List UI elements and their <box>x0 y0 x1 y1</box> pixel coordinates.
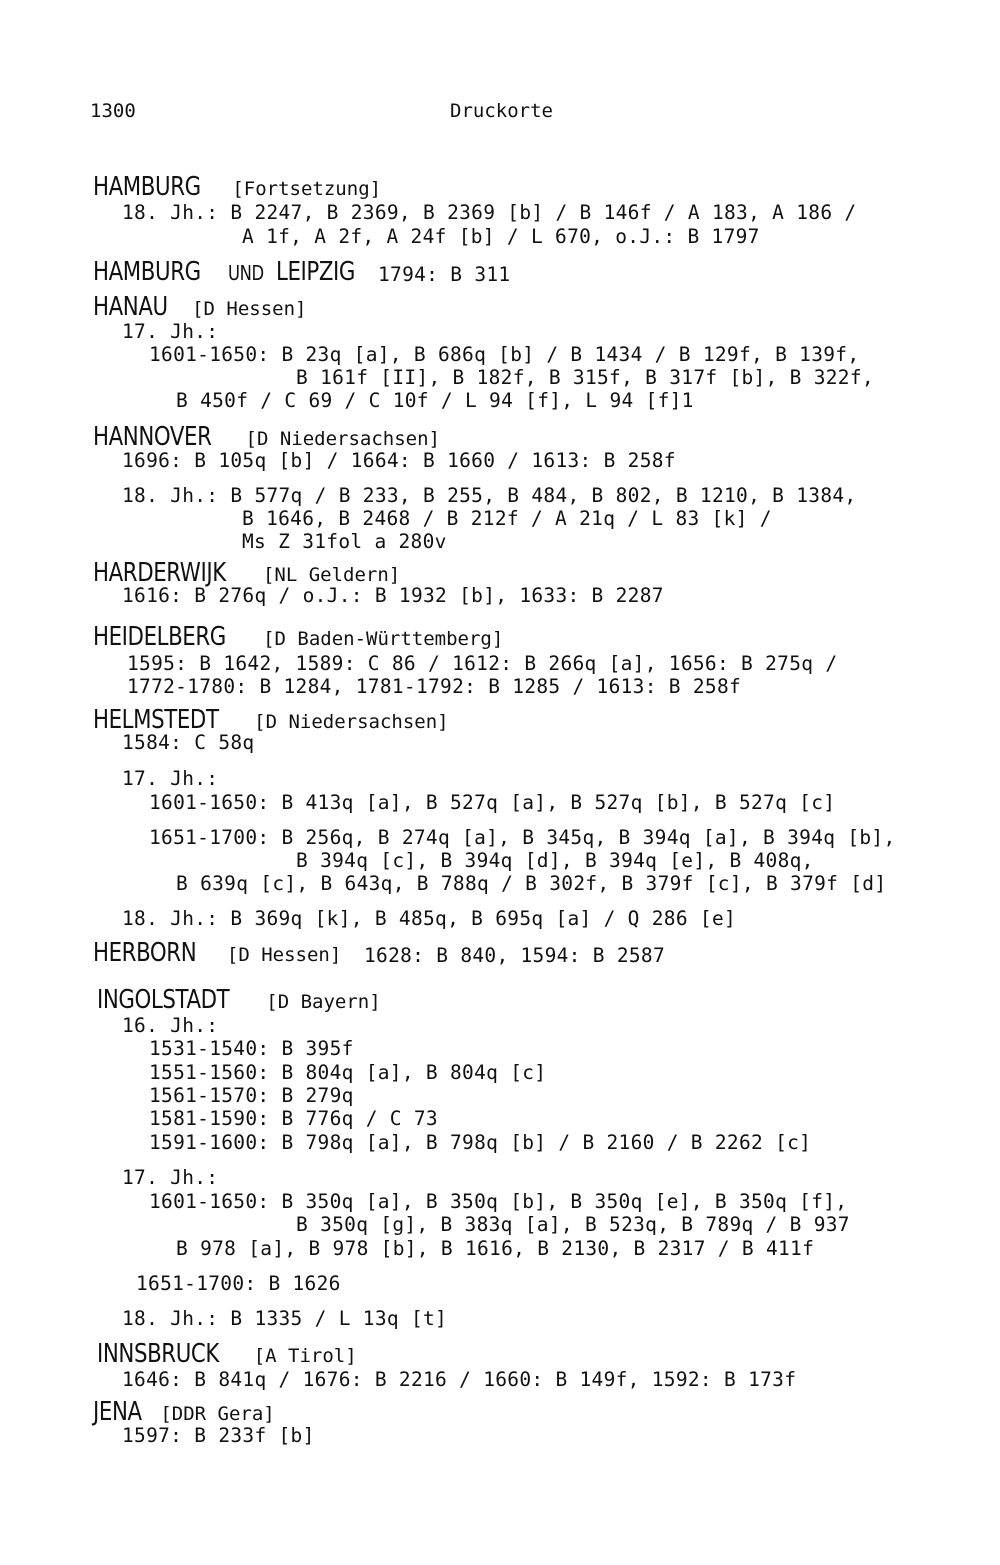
city-name: HANNOVER <box>93 422 212 452</box>
entry-line: 1551-1560: B 804q [a], B 804q [c] <box>149 1061 547 1084</box>
entry-line: 1595: B 1642, 1589: C 86 / 1612: B 266q [a], 1656: B 275q / <box>127 652 838 675</box>
entry-line: B 1646, B 2468 / B 212f / A 21q / L 83 [k] / <box>242 507 772 530</box>
entry-line: B 978 [a], B 978 [b], B 1616, B 2130, B 2317 / B 411f <box>176 1237 815 1260</box>
entry-line: 1601-1650: B 413q [a], B 527q [a], B 527q [b], B 527q [c] <box>149 791 836 814</box>
city-name: HAMBURG <box>93 172 201 202</box>
entry-line: 18. Jh.: B 369q [k], B 485q, B 695q [a] / Q 286 [e] <box>122 907 737 930</box>
entry-line: B 639q [c], B 643q, B 788q / B 302f, B 379f [c], B 379f [d] <box>176 872 887 895</box>
entry-heading <box>93 292 307 322</box>
entry-heading <box>97 985 381 1015</box>
entry-heading <box>97 1339 357 1369</box>
entry-line: B 394q [c], B 394q [d], B 394q [e], B 408q, <box>296 849 814 872</box>
city-qualifier: [D Bayern] <box>266 991 381 1013</box>
city-name: INGOLSTADT <box>97 985 230 1015</box>
city-qualifier: [Fortsetzung] <box>232 178 382 200</box>
city-name: HERBORN <box>93 938 197 968</box>
page-number: 1300 <box>90 100 136 122</box>
city-name: JENA <box>93 1397 142 1427</box>
city-name: HANAU <box>93 292 168 322</box>
entry-line: B 161f [II], B 182f, B 315f, B 317f [b], B 322f, <box>296 366 874 389</box>
entry-line: 17. Jh.: <box>122 767 219 790</box>
entry-line: 16. Jh.: <box>122 1014 219 1037</box>
city-name: HAMBURG <box>93 257 201 287</box>
city-qualifier: [DDR Gera] <box>160 1403 275 1425</box>
entry-line: A 1f, A 2f, A 24f [b] / L 670, o.J.: B 1797 <box>242 225 760 248</box>
entry-line: 1794: B 311 <box>378 263 511 286</box>
entry-line: 1597: B 233f [b] <box>122 1424 315 1447</box>
city-qualifier: [D Niedersachsen] <box>254 711 449 733</box>
entry-line: 1601-1650: B 23q [a], B 686q [b] / B 1434 / B 129f, B 139f, <box>149 343 860 366</box>
city-name: INNSBRUCK <box>97 1339 219 1369</box>
entry-line: 1601-1650: B 350q [a], B 350q [b], B 350q [e], B 350q [f], <box>149 1190 848 1213</box>
entry-heading <box>93 257 372 287</box>
entry-line: 1581-1590: B 776q / C 73 <box>149 1107 438 1130</box>
city-name: HELMSTEDT <box>93 705 219 735</box>
entry-line: B 350q [g], B 383q [a], B 523q, B 789q / B 937 <box>296 1213 850 1236</box>
entry-line: 1696: B 105q [b] / 1664: B 1660 / 1613: B 258f <box>122 449 676 472</box>
city-name-second: LEIPZIG <box>275 257 355 287</box>
city-qualifier: [NL Geldern] <box>262 564 401 586</box>
city-name: HEIDELBERG <box>93 622 226 652</box>
entry-line: 1651-1700: B 256q, B 274q [a], B 345q, B 394q [a], B 394q [b], <box>149 826 896 849</box>
city-qualifier: [D Niedersachsen] <box>245 428 440 450</box>
entry-line: 1772-1780: B 1284, 1781-1792: B 1285 / 1613: B 258f <box>127 675 742 698</box>
city-qualifier: [A Tirol] <box>253 1345 357 1367</box>
entry-line: B 450f / C 69 / C 10f / L 94 [f], L 94 [f]1 <box>176 389 694 412</box>
entry-line: 1628: B 840, 1594: B 2587 <box>364 944 665 967</box>
entry-line: 17. Jh.: <box>122 320 219 343</box>
city-qualifier: [D Baden-Württemberg] <box>263 628 504 650</box>
entry-line: 1651-1700: B 1626 <box>136 1272 341 1295</box>
entry-heading <box>93 422 440 452</box>
city-conjunction: UND <box>228 261 265 285</box>
entry-line: 18. Jh.: B 1335 / L 13q [t] <box>122 1307 448 1330</box>
entry-line: 17. Jh.: <box>122 1166 219 1189</box>
entry-heading <box>93 172 381 202</box>
entry-line: 1531-1540: B 395f <box>149 1037 354 1060</box>
entry-line: 1646: B 841q / 1676: B 2216 / 1660: B 149f, 1592: B 173f <box>122 1368 797 1391</box>
entry-line: 1591-1600: B 798q [a], B 798q [b] / B 2160 / B 2262 [c] <box>149 1131 812 1154</box>
city-qualifier: [D Hessen] <box>192 298 307 320</box>
city-name: HARDERWIJK <box>93 558 226 588</box>
entry-heading <box>93 1397 275 1427</box>
entry-line: 1616: B 276q / o.J.: B 1932 [b], 1633: B 2287 <box>122 584 664 607</box>
page-title: Druckorte <box>450 100 553 122</box>
entry-line: 1561-1570: B 279q <box>149 1084 354 1107</box>
entry-line: 18. Jh.: B 2247, B 2369, B 2369 [b] / B 146f / A 183, A 186 / <box>122 201 857 224</box>
entry-line: Ms Z 31fol a 280v <box>242 530 447 553</box>
entry-line: 18. Jh.: B 577q / B 233, B 255, B 484, B 802, B 1210, B 1384, <box>122 484 857 507</box>
entry-heading <box>93 622 503 652</box>
entry-heading <box>93 938 341 968</box>
entry-line: 1584: C 58q <box>122 731 255 754</box>
city-qualifier: [D Hessen] <box>226 944 342 966</box>
